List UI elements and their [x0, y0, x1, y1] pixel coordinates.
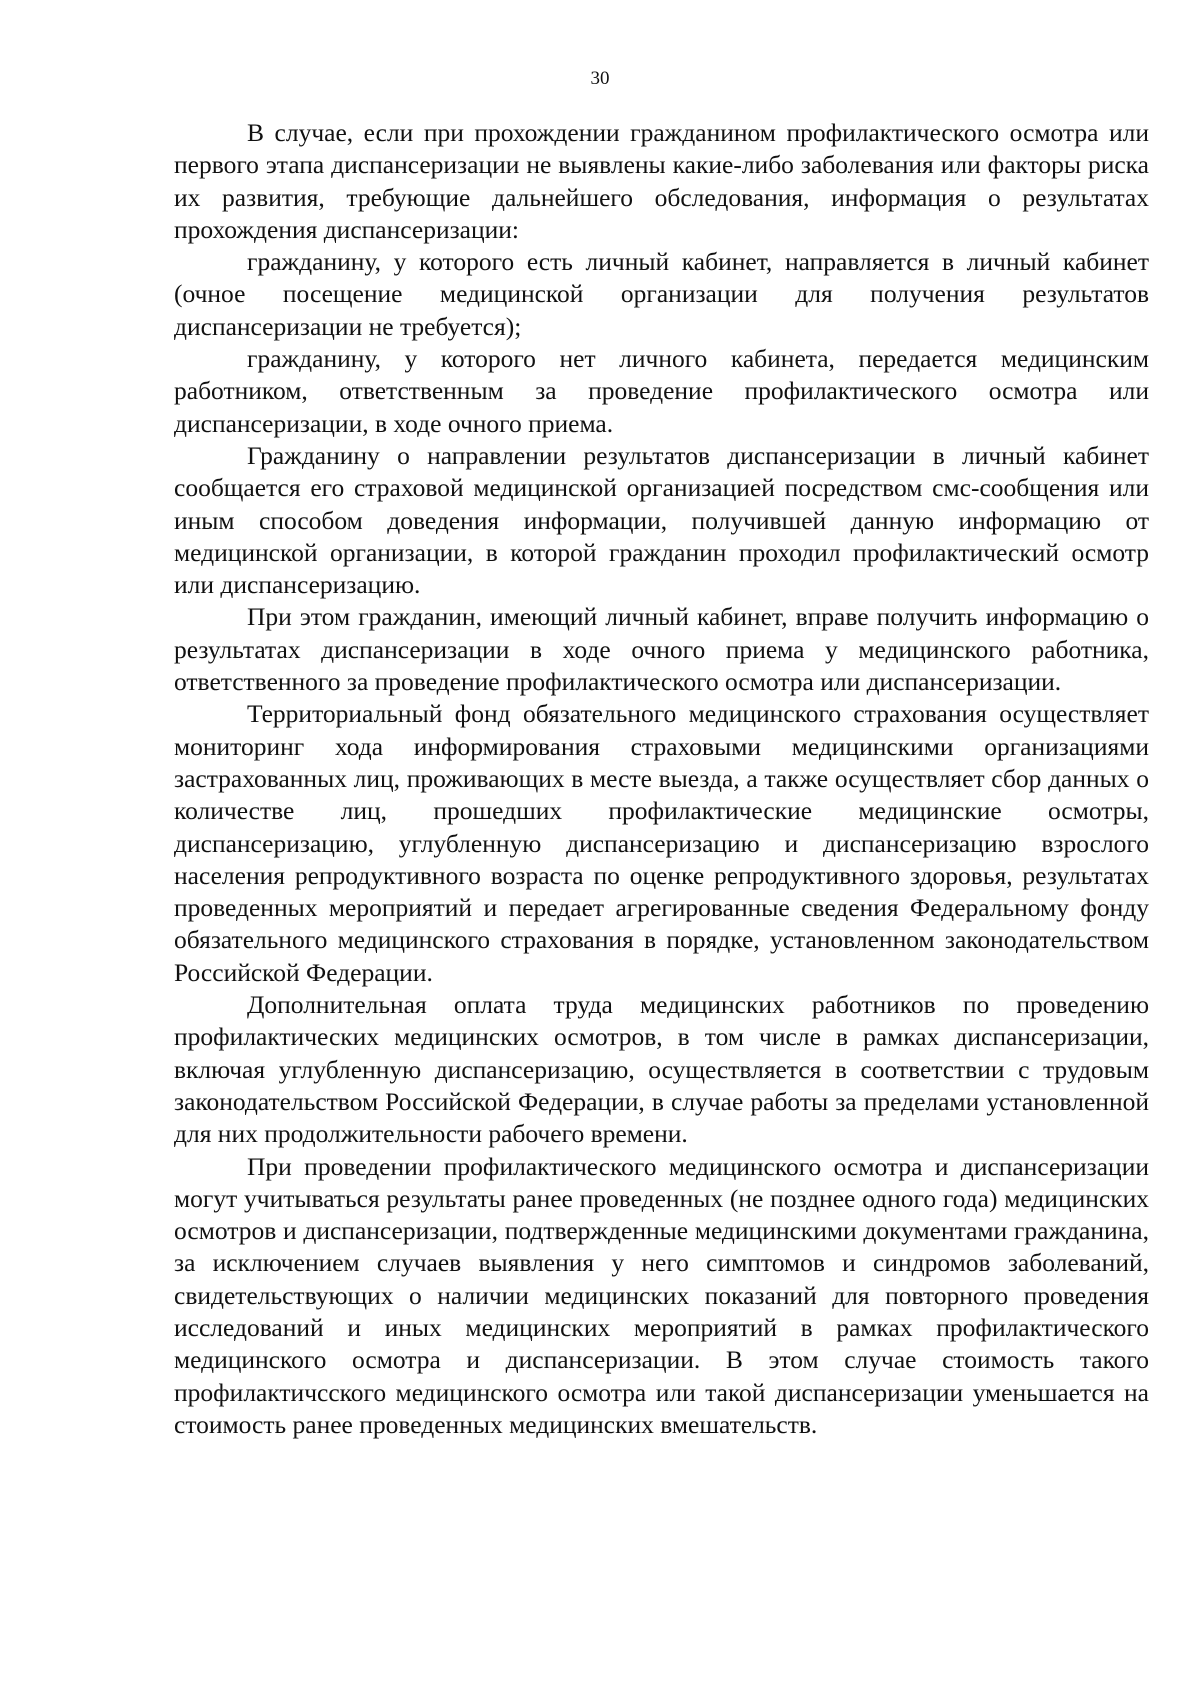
paragraph: гражданину, у которого есть личный кабинет, направляется в личный кабинет (очное посещение медицинской организации для получения результатов диспансеризации не требуется);	[174, 247, 1149, 341]
paragraph: гражданину, у которого нет личного кабинета, передается медицинским работником, ответственным за проведение профилактического осмотра или диспансеризации, в ходе очного приема.	[174, 344, 1149, 438]
paragraph: В случае, если при прохождении гражданином профилактического осмотра или первого этапа диспансеризации не выявлены какие-либо заболевания или факторы риска их развития, требующие дальнейшего обследования, информация о результатах прохождения диспансеризации:	[174, 118, 1149, 244]
paragraph: Территориальный фонд обязательного медицинского страхования осуществляет мониторинг хода информирования страховыми медицинскими организациями застрахованных лиц, проживающих в месте выезда, а также осуществляет сбор данных о количестве лиц, прошедших профилактические медицинские осмотры, диспансеризацию, углубленную диспансеризацию и диспансеризацию взрослого населения репродуктивного возраста по оценке репродуктивного здоровья, результатах проведенных мероприятий и передает агрегированные сведения Федеральному фонду обязательного медицинского страхования в порядке, установленном законодательством Российской Федерации.	[174, 699, 1149, 987]
page-number: 30	[590, 68, 610, 89]
paragraph: При этом гражданин, имеющий личный кабинет, вправе получить информацию о результатах диспансеризации в ходе очного приема у медицинского работника, ответственного за проведение профилактического осмотра или диспансеризации.	[174, 602, 1149, 697]
paragraph: Дополнительная оплата труда медицинских работников по проведению профилактических медицинских осмотров, в том числе в рамках диспансеризации, включая углубленную диспансеризацию, осуществляется в соответствии с трудовым законодательством Российской Федерации, в случае работы за пределами установленной для них продолжительности рабочего времени.	[174, 990, 1149, 1149]
paragraph: Гражданину о направлении результатов диспансеризации в личный кабинет сообщается его страховой медицинской организацией посредством смс-сообщения или иным способом доведения информации, получившей данную информацию от медицинской организации, в которой гражданин проходил профилактический осмотр или диспансеризацию.	[174, 440, 1149, 600]
paragraph: При проведении профилактического медицинского осмотра и диспансеризации могут учитываться результаты ранее проведенных (не позднее одного года) медицинских осмотров и диспансеризации, подтвержденные медицинскими документами гражданина, за исключением случаев выявления у него симптомов и синдромов заболеваний, свидетельствующих о наличии медицинских показаний для повторного проведения исследований и иных медицинских мероприятий в рамках профилактического медицинского осмотра и диспансеризации. В этом случае стоимость такого профилактичсского медицинского осмотра или такой диспансеризации уменьшается на стоимость ранее проведенных медицинских вмешательств.	[174, 1151, 1149, 1439]
document-body	[174, 117, 1149, 1441]
